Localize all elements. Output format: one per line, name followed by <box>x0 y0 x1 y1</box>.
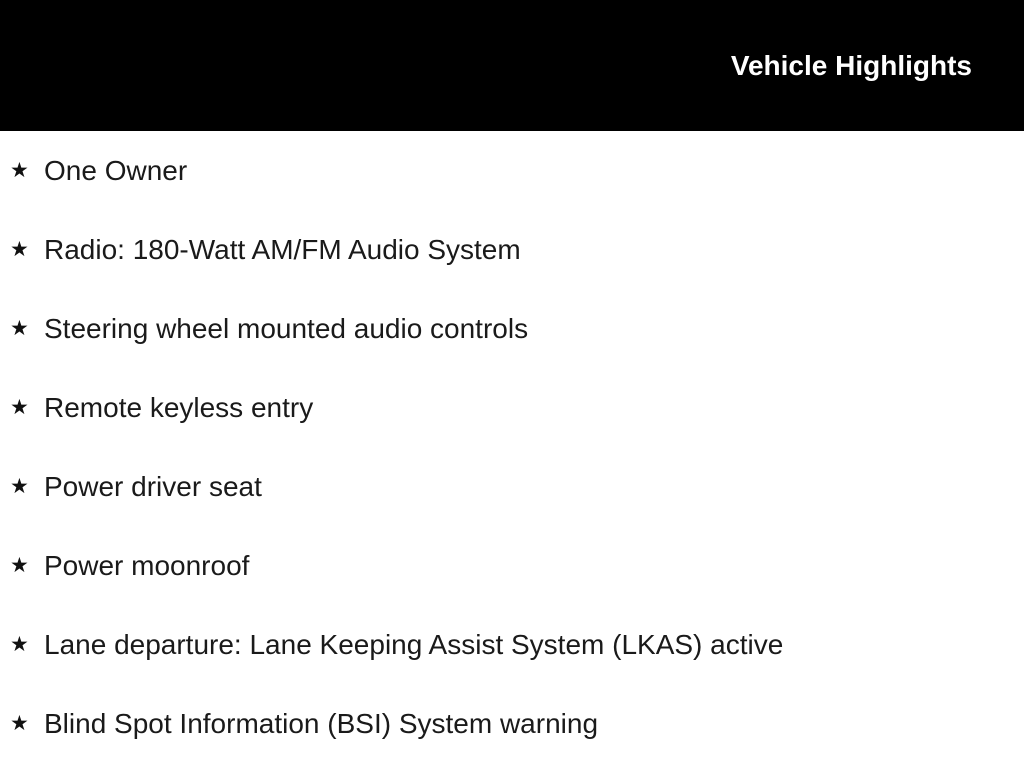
list-item <box>0 309 1000 349</box>
highlight-text: Remote keyless entry <box>44 392 314 423</box>
star-icon: ★ <box>10 395 29 419</box>
highlight-text: Power driver seat <box>44 471 262 502</box>
list-item <box>0 151 1000 191</box>
list-item <box>0 230 1000 270</box>
star-icon: ★ <box>10 158 29 182</box>
header-bar <box>0 0 1024 131</box>
list-item <box>0 467 1000 507</box>
star-icon: ★ <box>10 711 29 735</box>
highlight-text: Steering wheel mounted audio controls <box>44 313 529 344</box>
list-item <box>0 388 1000 428</box>
star-icon: ★ <box>10 632 29 656</box>
star-icon: ★ <box>10 316 29 340</box>
star-icon: ★ <box>10 474 29 498</box>
star-icon: ★ <box>10 553 29 577</box>
list-item <box>0 546 1000 586</box>
star-icon: ★ <box>10 237 29 261</box>
list-item <box>0 625 1000 665</box>
highlight-text: Radio: 180-Watt AM/FM Audio System <box>44 234 521 265</box>
highlight-text: One Owner <box>44 155 188 186</box>
list-item <box>0 704 1000 744</box>
page-title: Vehicle Highlights <box>730 50 972 81</box>
highlight-text: Lane departure: Lane Keeping Assist System (LKAS) active <box>44 629 784 660</box>
highlight-text: Power moonroof <box>44 550 250 581</box>
highlight-text: Blind Spot Information (BSI) System warning <box>44 708 599 739</box>
